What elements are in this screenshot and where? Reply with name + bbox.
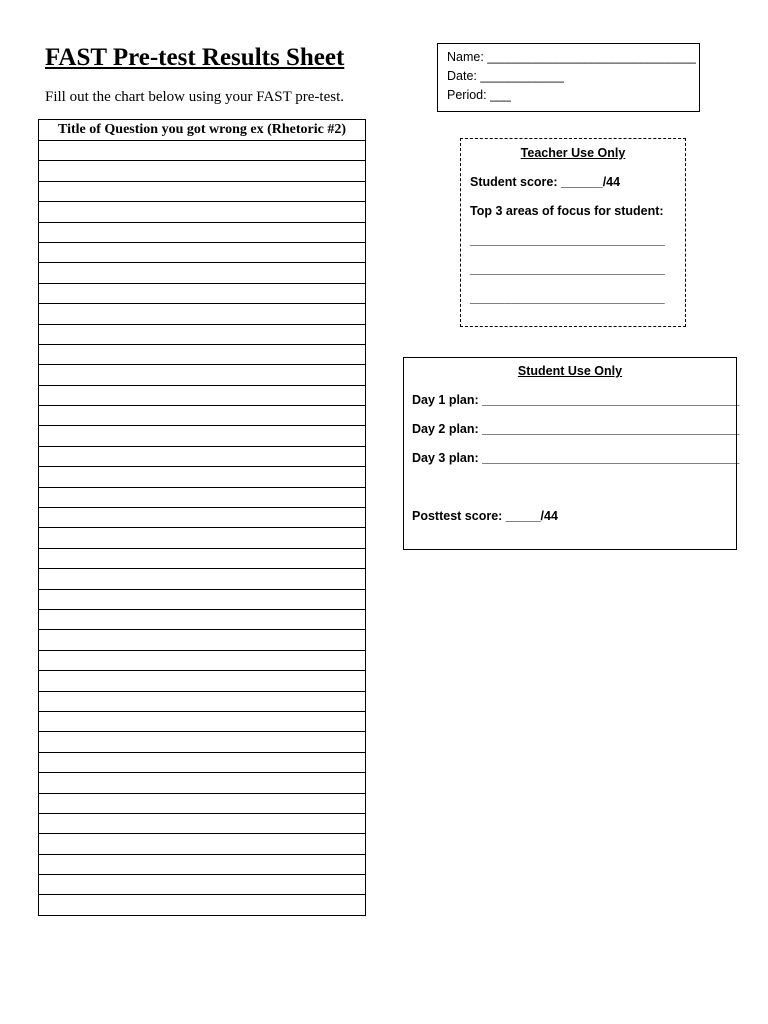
table-row: [39, 895, 366, 915]
question-cell[interactable]: [39, 304, 366, 324]
question-cell[interactable]: [39, 630, 366, 650]
table-row: [39, 711, 366, 731]
table-row: [39, 854, 366, 874]
day-1-plan-line: Day 1 plan: _____________________________________: [412, 393, 740, 407]
question-cell[interactable]: [39, 283, 366, 303]
table-row: [39, 344, 366, 364]
question-cell[interactable]: [39, 691, 366, 711]
question-cell[interactable]: [39, 569, 366, 589]
question-cell[interactable]: [39, 711, 366, 731]
date-line: Date: ____________: [447, 69, 564, 83]
question-cell[interactable]: [39, 242, 366, 262]
page-title: FAST Pre-test Results Sheet: [45, 44, 345, 71]
question-cell[interactable]: [39, 324, 366, 344]
table-row: [39, 141, 366, 161]
question-cell[interactable]: [39, 222, 366, 242]
focus-area-line: ____________________________: [470, 291, 665, 305]
question-cell[interactable]: [39, 854, 366, 874]
table-row: [39, 242, 366, 262]
question-cell[interactable]: [39, 344, 366, 364]
student-box-heading: Student Use Only: [517, 364, 623, 378]
question-cell[interactable]: [39, 875, 366, 895]
table-row: [39, 813, 366, 833]
table-header-row: [39, 120, 366, 141]
question-cell[interactable]: [39, 895, 366, 915]
name-line: Name: ______________________________: [447, 50, 696, 64]
question-cell[interactable]: [39, 793, 366, 813]
teacher-box-heading: Teacher Use Only: [520, 146, 626, 160]
question-cell[interactable]: [39, 446, 366, 466]
table-row: [39, 263, 366, 283]
table-row: [39, 426, 366, 446]
table-row: [39, 528, 366, 548]
question-cell[interactable]: [39, 732, 366, 752]
question-cell[interactable]: [39, 773, 366, 793]
period-line: Period: ___: [447, 88, 511, 102]
table-row: [39, 773, 366, 793]
day-2-plan-line: Day 2 plan: _____________________________________: [412, 422, 740, 436]
table-row: [39, 283, 366, 303]
table-row: [39, 202, 366, 222]
table-row: [39, 385, 366, 405]
question-cell[interactable]: [39, 467, 366, 487]
table-row: [39, 324, 366, 344]
table-row: [39, 650, 366, 670]
teacher-use-box: [460, 138, 686, 327]
question-cell[interactable]: [39, 813, 366, 833]
focus-area-line: ____________________________: [470, 233, 665, 247]
day-3-plan-line: Day 3 plan: _____________________________________: [412, 451, 740, 465]
table-row: [39, 834, 366, 854]
table-row: [39, 446, 366, 466]
question-cell[interactable]: [39, 202, 366, 222]
question-cell[interactable]: [39, 650, 366, 670]
table-row: [39, 181, 366, 201]
table-row: [39, 222, 366, 242]
question-cell[interactable]: [39, 609, 366, 629]
table-row: [39, 630, 366, 650]
table-row: [39, 793, 366, 813]
student-score-line: Student score: ______/44: [470, 175, 621, 189]
table-row: [39, 467, 366, 487]
question-cell[interactable]: [39, 671, 366, 691]
table-row: [39, 589, 366, 609]
question-cell[interactable]: [39, 263, 366, 283]
question-cell[interactable]: [39, 834, 366, 854]
results-table-body: [39, 141, 366, 916]
table-row: [39, 487, 366, 507]
table-row: [39, 304, 366, 324]
table-row: [39, 671, 366, 691]
question-cell[interactable]: [39, 589, 366, 609]
table-row: [39, 548, 366, 568]
question-cell[interactable]: [39, 385, 366, 405]
question-cell[interactable]: [39, 752, 366, 772]
table-row: [39, 569, 366, 589]
table-row: [39, 732, 366, 752]
results-table: [38, 119, 366, 916]
question-cell[interactable]: [39, 406, 366, 426]
student-use-box: [403, 357, 740, 550]
instruction-text: Fill out the chart below using your FAST pre-test.: [45, 89, 344, 105]
question-cell[interactable]: [39, 487, 366, 507]
question-cell[interactable]: [39, 528, 366, 548]
question-cell[interactable]: [39, 426, 366, 446]
question-cell[interactable]: [39, 181, 366, 201]
focus-areas-label: Top 3 areas of focus for student:: [470, 204, 664, 218]
table-row: [39, 365, 366, 385]
question-cell[interactable]: [39, 161, 366, 181]
question-cell[interactable]: [39, 365, 366, 385]
focus-area-line: ____________________________: [470, 262, 665, 276]
column-header: Title of Question you got wrong ex (Rhetoric #2): [39, 120, 366, 141]
table-row: [39, 161, 366, 181]
table-row: [39, 508, 366, 528]
table-row: [39, 609, 366, 629]
table-row: [39, 406, 366, 426]
question-cell[interactable]: [39, 508, 366, 528]
question-cell[interactable]: [39, 141, 366, 161]
table-row: [39, 875, 366, 895]
question-cell[interactable]: [39, 548, 366, 568]
table-row: [39, 691, 366, 711]
posttest-score-line: Posttest score: _____/44: [412, 509, 558, 523]
table-row: [39, 752, 366, 772]
name-info-box: [437, 43, 700, 112]
